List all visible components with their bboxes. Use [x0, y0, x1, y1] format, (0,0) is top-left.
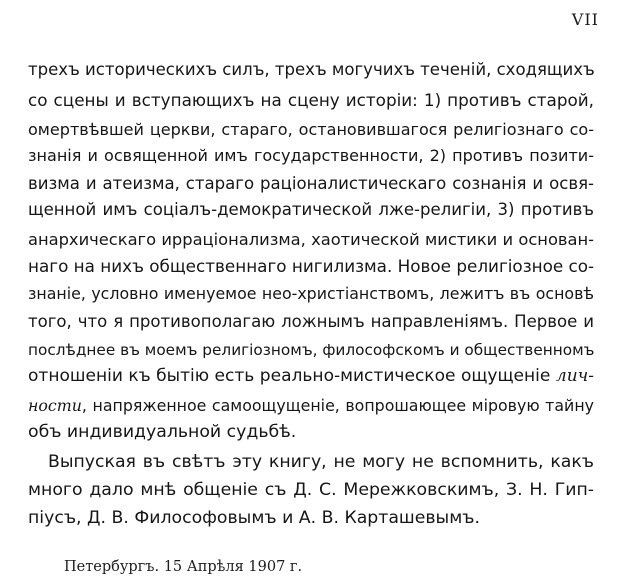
text-line: анархическаго ирраціонализма, хаотической мистики и основан-: [28, 230, 594, 249]
text-line: знаніе, условно именуемое нео-христіанствомъ, лежитъ въ основѣ: [28, 284, 594, 303]
page-number: VII: [571, 10, 599, 29]
text-line: омертвѣвшей церкви, стараго, остановившагося религіознаго со-: [28, 120, 594, 139]
text-line: щенной имъ соціалъ-демократической лже-религіи, 3) противъ: [28, 200, 594, 219]
text-line: послѣднее въ моемъ религіозномъ, философскомъ и общественномъ: [28, 341, 595, 359]
text-line: отношеніи къ бытію есть реально-мистическое ощущеніе лич-: [28, 366, 595, 386]
text-line: со сцены и вступающихъ на сцену исторіи: 1) противъ старой,: [28, 90, 594, 110]
text-line: наго на нихъ общественнаго нигилизма. Новое религіозное со-: [28, 256, 595, 276]
text-line: піусъ, Д. В. Философовымъ и А. В. Карташевымъ.: [28, 508, 480, 528]
emphasized-word: лич-: [555, 366, 595, 386]
text-line: визма и атеизма, стараго раціоналистическаго сознанія и освя-: [28, 174, 594, 193]
text-line: объ индивидуальной судьбѣ.: [28, 422, 297, 442]
text-line: Выпуская въ свѣтъ эту книгу, не могу не вспомнить, какъ: [48, 452, 594, 472]
text-line: много дало мнѣ общеніе съ Д. С. Мережковскимъ, З. Н. Гип-: [28, 480, 594, 500]
text-line: знанія и освященной имъ государственности, 2) противъ позити-: [28, 146, 594, 165]
date-signature: Петербургъ. 15 Апрѣля 1907 г.: [64, 559, 303, 575]
text-line: того, что я противополагаю ложнымъ направленіямъ. Первое и: [28, 312, 594, 331]
text-line: ности, напряженное самоощущеніе, вопрошающее міровую тайну: [28, 396, 594, 415]
text-line: трехъ историческихъ силъ, трехъ могучихъ теченій, сходящихъ: [28, 60, 595, 79]
emphasized-word: ности: [28, 396, 82, 415]
